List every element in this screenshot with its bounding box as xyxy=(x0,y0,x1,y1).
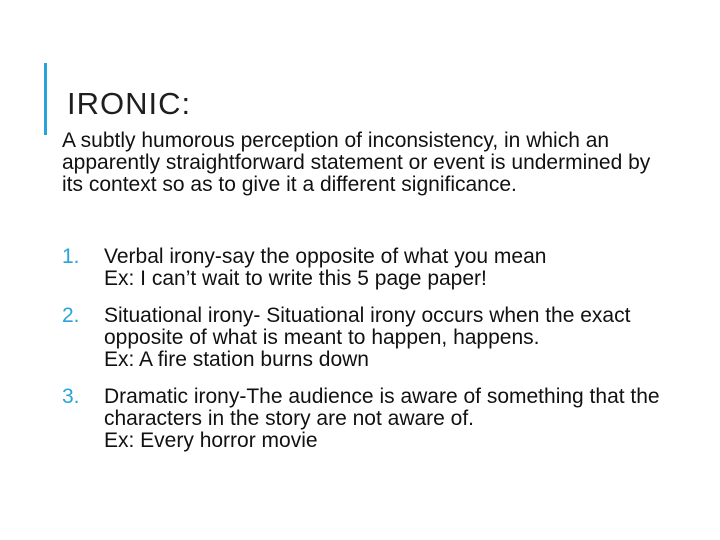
list-item-text: Situational irony- Situational irony occurs when the exact opposite of what is meant to happen, happens. xyxy=(104,304,631,349)
irony-types-list xyxy=(62,246,662,467)
list-number: 1. xyxy=(62,245,80,268)
list-item-verbal-irony xyxy=(62,246,662,290)
list-item-example: Ex: I can’t wait to write this 5 page paper! xyxy=(104,267,487,290)
list-number: 3. xyxy=(62,385,80,408)
list-item-dramatic-irony xyxy=(62,386,662,452)
list-item-example: Ex: Every horror movie xyxy=(104,429,318,452)
list-item-situational-irony xyxy=(62,305,662,371)
title-accent-bar xyxy=(44,63,47,135)
list-item-text: Dramatic irony-The audience is aware of something that the characters in the story are not aware of. xyxy=(104,385,660,430)
list-item-text: Verbal irony-say the opposite of what you mean xyxy=(104,245,547,268)
list-number: 2. xyxy=(62,304,80,327)
list-item-example: Ex: A fire station burns down xyxy=(104,348,369,371)
definition-text: A subtly humorous perception of inconsistency, in which an apparently straightforward statement or event is undermined by its context so as to give it a different significance. xyxy=(62,129,651,196)
slide-title: IRONIC: xyxy=(67,86,192,121)
